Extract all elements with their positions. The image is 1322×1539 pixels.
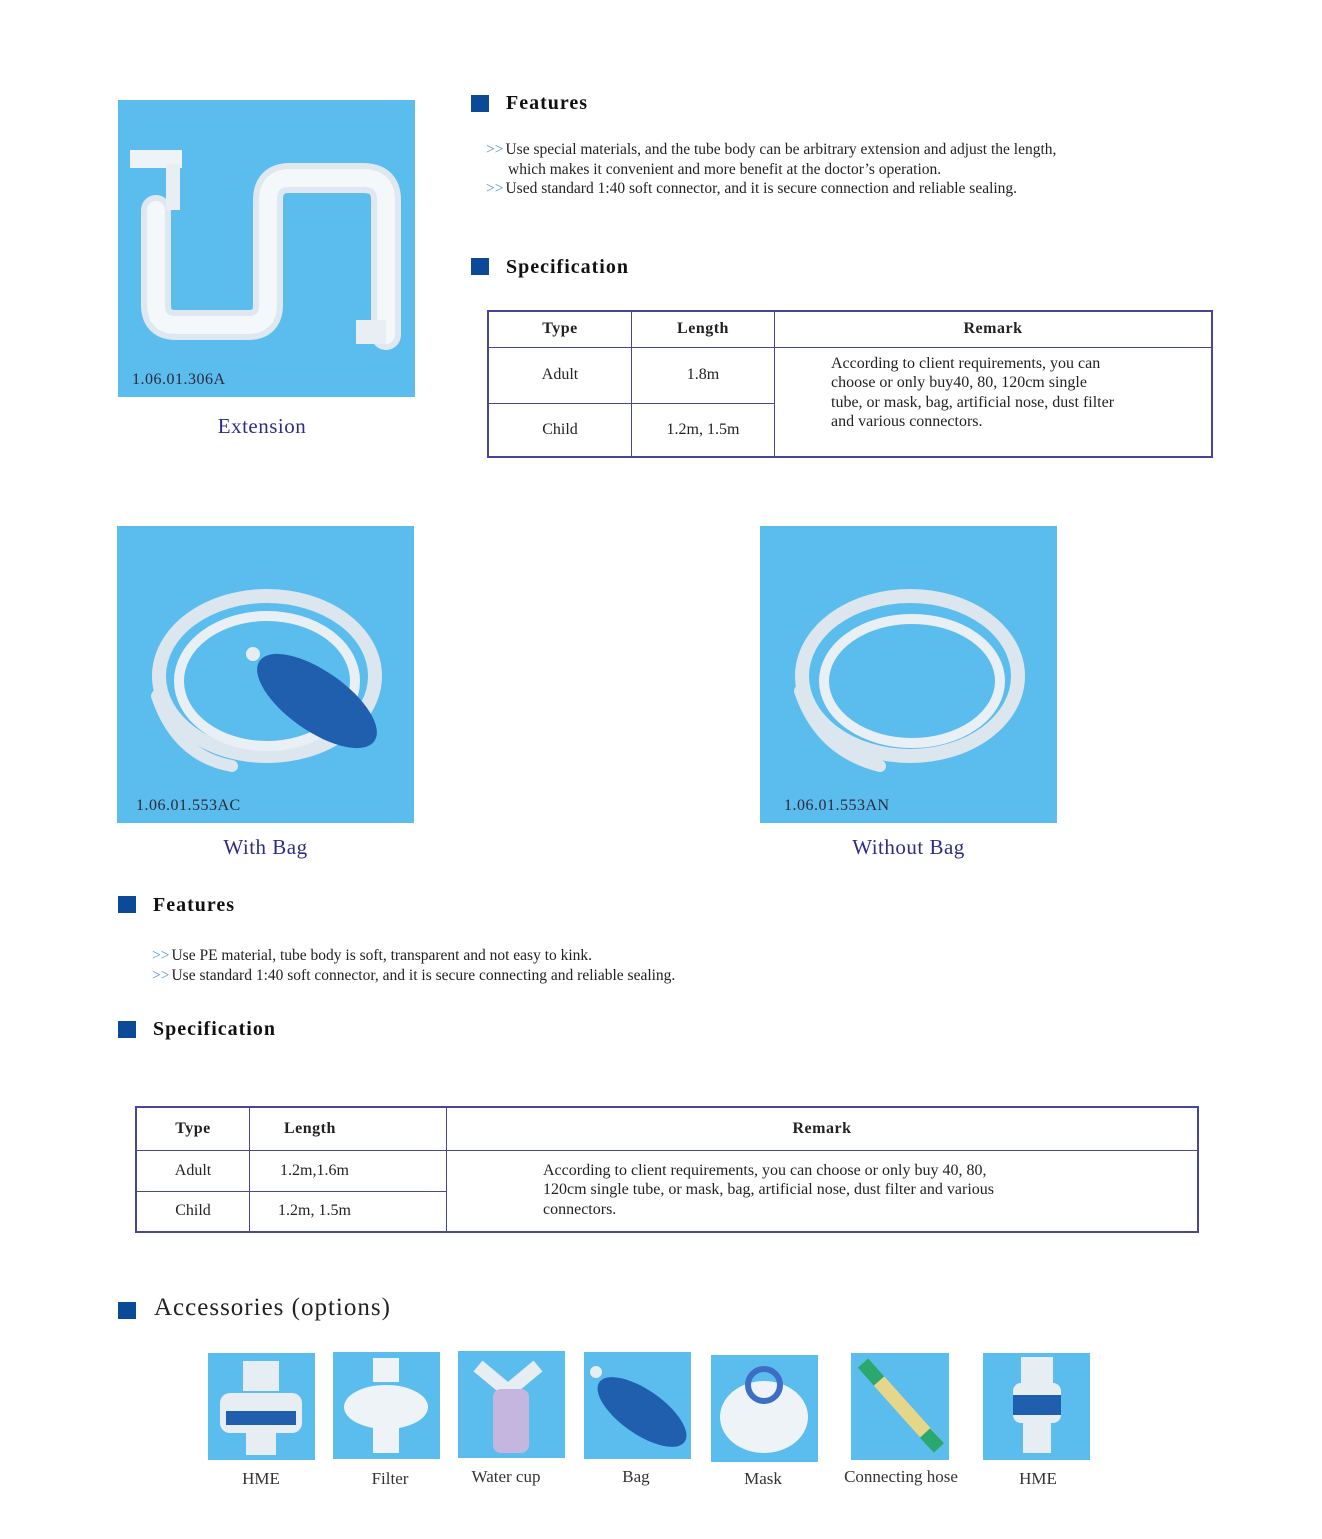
specification-heading: Specification xyxy=(153,1018,276,1040)
with-bag-product-photo xyxy=(117,526,414,823)
feature-text: Use standard 1:40 soft connector, and it is secure connecting and reliable sealing. xyxy=(171,966,676,984)
specification-heading-marker xyxy=(471,258,489,275)
table-cell-remark xyxy=(447,1150,1199,1232)
feature-text: Use PE material, tube body is soft, transparent and not easy to kink. xyxy=(171,947,593,964)
table-cell-remark xyxy=(775,347,1213,457)
table-cell-length: 1.2m,1.6m xyxy=(250,1150,447,1191)
features-heading: Features xyxy=(153,894,236,916)
features-heading-marker xyxy=(471,95,489,112)
bullet-marker: >> xyxy=(152,966,170,984)
feature-item xyxy=(152,946,912,966)
mask-icon xyxy=(711,1355,818,1462)
bullet-marker: >> xyxy=(486,180,504,198)
connecting-hose-icon xyxy=(851,1353,949,1460)
extension-product-photo xyxy=(118,100,415,397)
specification-heading: Specification xyxy=(506,256,629,278)
specification-table xyxy=(487,310,1213,458)
accessory-label: Filter xyxy=(371,1469,409,1488)
table-cell-length: 1.2m, 1.5m xyxy=(250,1191,447,1232)
specification-table xyxy=(135,1106,1199,1233)
bag-icon xyxy=(584,1352,691,1459)
accessory-bag-image xyxy=(584,1352,691,1459)
accessory-filter-image xyxy=(333,1352,440,1459)
table-cell-length: 1.8m xyxy=(632,347,775,403)
accessory-hme-2-image xyxy=(983,1353,1090,1460)
water-cup-icon xyxy=(458,1351,565,1458)
feature-item xyxy=(152,966,912,986)
remark-text: According to client requirements, you can choose or only buy 40, 80, 120cm single tube, or mask, bag, artificial nose, dust filter and various connectors. xyxy=(543,1161,994,1218)
table-header-length: Length xyxy=(250,1107,447,1150)
accessory-label: Bag xyxy=(622,1467,650,1486)
features-list xyxy=(486,140,1076,199)
bullet-marker: >> xyxy=(486,141,504,158)
hme-icon xyxy=(983,1353,1090,1460)
circuit-with-bag-image xyxy=(117,526,414,823)
filter-icon xyxy=(333,1352,440,1459)
without-bag-product-code: 1.06.01.553AN xyxy=(784,797,890,814)
without-bag-caption: Without Bag xyxy=(852,835,965,859)
features-list xyxy=(152,946,912,985)
accessories-heading: Accessories (options) xyxy=(154,1294,391,1321)
accessory-mask-image xyxy=(711,1355,818,1462)
specification-heading-marker xyxy=(118,1021,136,1038)
remark-text: According to client requirements, you can choose or only buy40, 80, 120cm single tube, or mask, bag, artificial nose, dust filter and various connectors. xyxy=(831,354,1115,431)
accessory-label: HME xyxy=(242,1469,280,1488)
table-header-remark: Remark xyxy=(447,1107,1199,1150)
feature-item xyxy=(486,140,1076,179)
table-header-remark: Remark xyxy=(775,311,1213,347)
bullet-marker: >> xyxy=(152,947,170,964)
table-header-length: Length xyxy=(632,311,775,347)
accessory-label: Connecting hose xyxy=(844,1467,958,1486)
accessory-label: Mask xyxy=(744,1469,782,1488)
feature-text: Used standard 1:40 soft connector, and it is secure connection and reliable sealing. xyxy=(505,180,1018,198)
feature-text: Use special materials, and the tube body can be arbitrary extension and adjust the length, which makes it convenient and more benefit at the doctor’s operation. xyxy=(505,141,1057,178)
with-bag-product-code: 1.06.01.553AC xyxy=(136,797,241,814)
table-cell-type: Adult xyxy=(488,347,632,403)
accessory-hme-image xyxy=(208,1353,315,1460)
extension-product-code: 1.06.01.306A xyxy=(132,371,226,388)
accessories-heading-marker xyxy=(118,1302,136,1319)
accessory-label: Water cup xyxy=(471,1467,541,1486)
extension-caption: Extension xyxy=(217,414,307,438)
features-heading: Features xyxy=(506,92,589,114)
without-bag-product-photo xyxy=(760,526,1057,823)
hme-icon xyxy=(208,1353,315,1460)
table-cell-length: 1.2m, 1.5m xyxy=(632,403,775,457)
extension-tube-image xyxy=(118,100,415,397)
with-bag-caption: With Bag xyxy=(223,835,308,859)
accessory-connecting-hose-image xyxy=(851,1353,949,1460)
table-header-type: Type xyxy=(136,1107,250,1150)
accessory-water-cup-image xyxy=(458,1351,565,1458)
table-cell-type: Child xyxy=(488,403,632,457)
circuit-without-bag-image xyxy=(760,526,1057,823)
accessory-label: HME xyxy=(1019,1469,1057,1488)
features-heading-marker xyxy=(118,896,136,913)
table-cell-type: Child xyxy=(136,1191,250,1232)
table-header-type: Type xyxy=(488,311,632,347)
table-cell-type: Adult xyxy=(136,1150,250,1191)
feature-item xyxy=(486,179,1076,199)
